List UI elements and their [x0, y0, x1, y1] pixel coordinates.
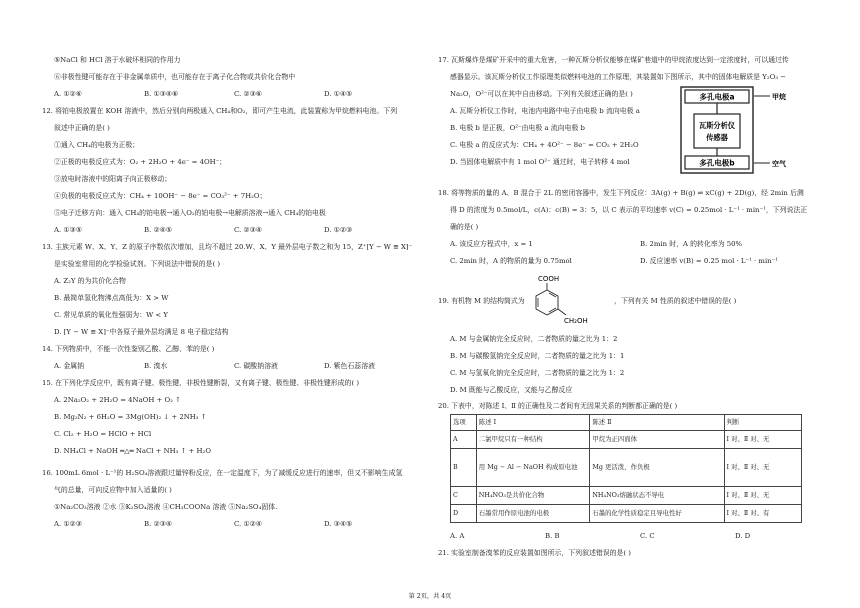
q13-option-c[interactable]: C. 常见单质的氧化性强弱为：W < Y [54, 311, 168, 319]
q17-stem-line3: Na₂O，O²⁻可以在其中自由移动。下列有关叙述正确的是( ) [450, 90, 633, 98]
q12-statement-1: ①通入 CH₄的电极为正极； [54, 141, 140, 149]
ring-double-bond-3 [549, 308, 556, 312]
table-cell: 用 Mg − Al − NaOH 构成原电池 [476, 449, 590, 487]
header-cell: 选项 [451, 415, 477, 431]
q16-stem-line1: 16. 100mL 6mol · L⁻¹的 H₂SO₄溶液跟过量锌粉反应，在一定温度下，为了减缓反应进行的速率，但又不影响生成氢 [42, 469, 403, 477]
q18-option-d[interactable]: D. 反应速率 v(B) = 0.25 mol · L⁻¹ · min⁻¹ [640, 257, 779, 265]
table-row [451, 505, 802, 523]
q18-stem-line3: 确的是( ) [450, 223, 479, 231]
q15-option-a[interactable]: A. 2Na₂O₂ + 2H₂O = 4NaOH + O₂ ↑ [54, 396, 181, 404]
bond-ch2oh [558, 309, 566, 315]
q17-stem-line2: 感器显示。该瓦斯分析仪工作原理类似燃料电池的工作原理，其装置如下图所示，其中的固体电解质是 Y₂O₃ − [450, 73, 786, 81]
table-row [451, 449, 802, 487]
q18-option-b[interactable]: B. 2min 时，A 的转化率为 50% [640, 240, 743, 248]
q14-stem: 14. 下列物质中，不能一次性鉴别乙酸、乙醇、苯的是( ) [42, 345, 215, 353]
electrode-b-label: 多孔电极b [699, 158, 735, 168]
gas-analyzer-diagram [680, 86, 790, 174]
q16-option-c[interactable]: C. ①②④ [234, 520, 262, 528]
q13-stem-line1: 13. 主族元素 W、X、Y、Z 的原子序数依次增加，且均不超过 20.W、X、Y 最外层电子数之和为 15，Z⁺[Y − W ≡ X]⁻ [42, 243, 413, 251]
table-cell: NH₄NO₃是共价化合物 [476, 487, 590, 505]
methane-label: 甲烷 [772, 93, 786, 101]
q18-stem-line2: 得 D 的浓度为 0.5mol/L，c(A)：c(B) = 3：5，以 C 表示的平均速率 v(C) = 0.25mol · L⁻¹ · min⁻¹，下列说法正 [450, 206, 808, 214]
cooh-label: COOH [538, 275, 560, 283]
header-cell: 陈述 Ⅰ [476, 415, 590, 431]
q17-option-c[interactable]: C. 电极 a 的反应式为：CH₄ + 4O²⁻ − 8e⁻ = CO₂ + 2H₂O [450, 141, 639, 149]
q18-option-a[interactable]: A. 该反应方程式中，x = 1 [450, 240, 533, 248]
q17-option-a[interactable]: A. 瓦斯分析仪工作时，电池内电路中电子由电极 b 流向电极 a [450, 107, 640, 115]
q11-option-a[interactable]: A. ①②⑥ [54, 90, 82, 98]
ch2oh-label: CH₂OH [564, 317, 588, 325]
table-cell: Ⅰ 对、Ⅱ 对、无 [724, 431, 801, 449]
q16-option-a[interactable]: A. ①②③ [54, 520, 82, 528]
q19-option-c[interactable]: C. M 与氢氧化钠完全反应时，二者物质的量之比为 1：2 [450, 369, 625, 377]
header-cell: 陈述 Ⅱ [590, 415, 724, 431]
table-cell: D [451, 505, 477, 523]
air-label: 空气 [772, 160, 786, 168]
q19-stem-suffix: ，下列有关 M 性质的叙述中错误的是( ) [614, 297, 737, 305]
q13-option-b[interactable]: B. 最简单氢化物沸点高低为：X > W [54, 294, 169, 302]
q17-option-b[interactable]: B. 电极 b 是正极，O²⁻由电极 a 流向电极 b [450, 124, 585, 132]
q16-option-b[interactable]: B. ②③④ [144, 520, 172, 528]
q21-stem: 21. 实验室制备溴苯的反应装置如图所示，下列叙述错误的是( ) [438, 549, 631, 557]
q15-stem: 15. 在下列化学反应中，既有离子键、极性键、非极性键断裂，又有离子键、极性键、非极性键形成的( ) [42, 379, 360, 387]
q11-option-c[interactable]: C. ②③⑥ [234, 90, 262, 98]
q20-stem: 20. 下表中，对陈述 Ⅰ、Ⅱ 的正确性及二者间有无因果关系的判断都正确的是( ) [438, 402, 678, 410]
table-cell: NH₄NO₃熔融状态不导电 [590, 487, 724, 505]
right-column [430, 0, 860, 608]
q14-option-b[interactable]: B. 溴水 [144, 362, 168, 370]
left-column [0, 0, 420, 608]
q19-option-b[interactable]: B. M 与碳酸氢钠完全反应时，二者物质的量之比为 1：1 [450, 352, 625, 360]
q19-stem-prefix: 19. 有机物 M 的结构简式为 [438, 297, 525, 305]
table-row [451, 487, 802, 505]
q18-option-c[interactable]: C. 2min 时，A 的物质的量为 0.75mol [450, 257, 572, 265]
q12-statement-4: ④负极的电极反应式为：CH₄ + 10OH⁻ − 8e⁻ = CO₃²⁻ + 7H₂O； [54, 192, 267, 200]
q12-statement-5: ⑤电子迁移方向：通入 CH₄的铂电极→通入O₂的铂电极→电解质溶液→通入 CH₄的铂电极 [54, 209, 326, 217]
table-cell: 石墨的化学性质稳定且导电性好 [590, 505, 724, 523]
q14-option-c[interactable]: C. 碳酸钠溶液 [234, 362, 278, 370]
q15-option-c[interactable]: C. Cl₂ + H₂O = HClO + HCl [54, 430, 152, 438]
q13-option-d[interactable]: D. [Y − W ≡ X]⁻中各原子最外层均满足 8 电子稳定结构 [54, 328, 229, 336]
q13-option-a[interactable]: A. Z₂Y 的为共价化合物 [54, 277, 126, 285]
q13-stem-line2: 是实验室常用的化学检验试剂。下列说法中错误的是( ) [54, 260, 221, 268]
q14-option-d[interactable]: D. 紫色石蕊溶液 [324, 362, 376, 370]
q12-option-d[interactable]: D. ①②③ [324, 226, 353, 234]
q12-option-b[interactable]: B. ②④⑤ [144, 226, 172, 234]
q20-option-b[interactable]: B. B [545, 532, 560, 540]
table-header-row [451, 415, 802, 431]
q20-option-d[interactable]: D. D [735, 532, 751, 540]
q12-statement-2: ②正极的电极反应式为：O₂ + 2H₂O + 4e⁻ = 4OH⁻； [54, 158, 227, 166]
table-cell: 甲烷为正四面体 [590, 431, 724, 449]
analyzer-sensor-box [694, 114, 740, 148]
q17-option-d[interactable]: D. 当固体电解质中有 1 mol O²⁻ 通过时，电子转移 4 mol [450, 158, 630, 166]
q11-option-b[interactable]: B. ①③④⑥ [144, 90, 179, 98]
q12-statement-3: ③放电时溶液中的阳离子向正极移动； [54, 175, 172, 183]
q16-stem-line2: 气的总量，可向反应物中加入适量的( ) [54, 486, 172, 494]
table-cell: Ⅰ 对、Ⅱ 对、有 [724, 505, 801, 523]
q18-stem-line1: 18. 将等物质的量的 A、B 混合于 2L 的密闭容器中，发生下列反应：3A(g) + B(g) ⇌ xC(g) + 2D(g)，经 2min 后测 [438, 189, 804, 197]
q12-stem-line1: 12. 将铂电极放置在 KOH 溶液中，然后分别向两极通入 CH₄和O₂，即可产生电流，此装置称为甲烷燃料电池。下列 [42, 107, 398, 115]
table-cell: B [451, 449, 477, 487]
benzene-ring [536, 290, 558, 315]
q19-option-d[interactable]: D. M 既能与乙酸反应，又能与乙醇反应 [450, 386, 573, 394]
table-cell: A [451, 431, 477, 449]
q12-option-c[interactable]: C. ②③④ [234, 226, 262, 234]
table-cell: Ⅰ 对、Ⅱ 对、无 [724, 449, 801, 487]
q11-option-d[interactable]: D. ①④⑤ [324, 90, 353, 98]
q17-stem-line1: 17. 瓦斯爆炸是煤矿开采中的重大危害，一种瓦斯分析仪能够在煤矿巷道中的甲烷浓度达到一定浓度时，可以通过传 [438, 56, 789, 64]
analyzer-label-line2: 传感器 [706, 133, 728, 142]
q20-comparison-table [450, 414, 802, 523]
electrode-a-label: 多孔电极a [699, 92, 735, 102]
table-cell: Mg 更活泼，作负极 [590, 449, 724, 487]
q20-option-a[interactable]: A. A [450, 532, 465, 540]
q16-reagents: ①Na₂CO₃溶液 ②水 ③K₂SO₄溶液 ④CH₃COONa 溶液 ⑤Na₂SO₄固体. [54, 503, 278, 511]
q12-option-a[interactable]: A. ①③⑤ [54, 226, 82, 234]
q11-item5: ⑤NaCl 和 HCl 溶于水破坏相同的作用力 [54, 56, 181, 64]
table-cell: Ⅰ 对、Ⅱ 对、无 [724, 487, 801, 505]
q16-option-d[interactable]: D. ③④⑤ [324, 520, 353, 528]
page-footer: 第 2页，共 4页 [408, 593, 452, 600]
header-cell: 判断 [724, 415, 801, 431]
table-cell: 石墨常用作原电池的电极 [476, 505, 590, 523]
analyzer-label-line1: 瓦斯分析仪 [699, 121, 735, 130]
table-cell: 二氯甲烷只有一种结构 [476, 431, 590, 449]
molecule-m-structure [528, 272, 610, 328]
q19-option-a[interactable]: A. M 与金属钠完全反应时，二者物质的量之比为 1：2 [450, 335, 618, 343]
ring-double-bond-1 [549, 293, 556, 297]
q20-option-c[interactable]: C. C [640, 532, 655, 540]
q15-option-b[interactable]: B. Mg₃N₂ + 6H₂O = 3Mg(OH)₂ ↓ + 2NH₃ ↑ [54, 413, 207, 421]
table-row [451, 431, 802, 449]
q14-option-a[interactable]: A. 金属钠 [54, 362, 85, 370]
table-cell: C [451, 487, 477, 505]
q15-option-d[interactable]: D. NH₄Cl + NaOH ═△═ NaCl + NH₃ ↑ + H₂O [54, 447, 211, 455]
q11-item6: ⑥非极性键可能存在于非金属单质中，也可能存在于离子化合物或共价化合物中 [54, 73, 296, 81]
q12-stem-line2: 叙述中正确的是( ) [54, 124, 110, 132]
